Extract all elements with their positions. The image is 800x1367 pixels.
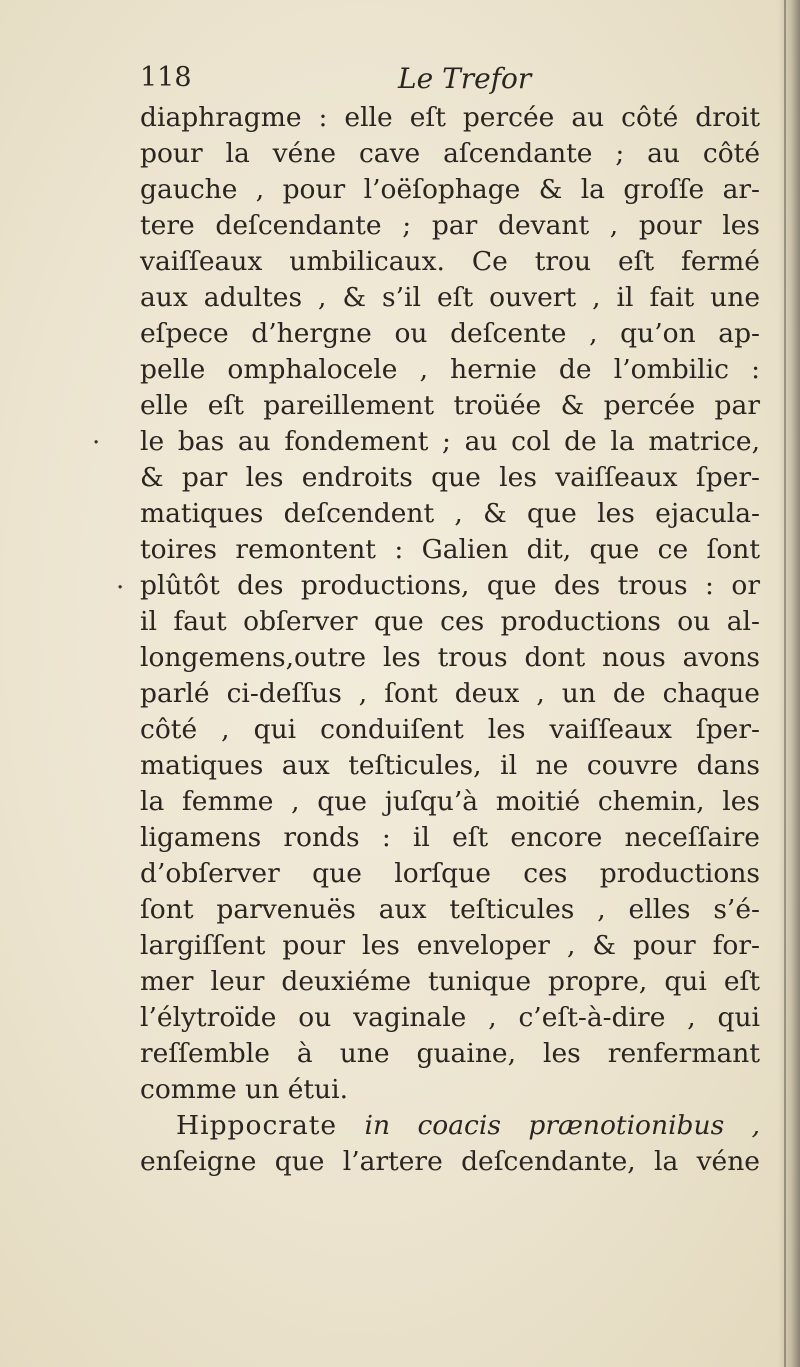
text-line: eſpece d’hergne ou deſcente , qu’on ap-	[140, 318, 760, 349]
author-name: Hippocrate	[176, 1110, 338, 1141]
text-line: ſont parvenuës aux teſticules , elles s’é-	[140, 894, 760, 925]
text-line: plûtôt des productions, que des trous : or	[140, 570, 760, 601]
text-line: d’obſerver que lorſque ces productions	[140, 858, 760, 889]
text-line: enſeigne que l’artere deſcendante, la véne	[140, 1146, 760, 1177]
text-line: mer leur deuxiéme tunique propre, qui eſt	[140, 966, 760, 997]
text-line: le bas au fondement ; au col de la matrice,	[140, 426, 760, 457]
text-line: vaiſſeaux umbilicaux. Ce trou eſt fermé	[140, 246, 760, 277]
text-line: l’élytroïde ou vaginale , c’eſt-à-dire , qui	[140, 1002, 760, 1033]
text-line: gauche , pour l’oëſophage & la groſſe ar-	[140, 174, 760, 205]
text-line: ligamens ronds : il eſt encore neceſſaire	[140, 822, 760, 853]
text-line: côté , qui conduiſent les vaiſſeaux ſper-	[140, 714, 760, 745]
text-line: aux adultes , & s’il eſt ouvert , il fait une	[140, 282, 760, 313]
margin-mark: .	[92, 420, 101, 450]
page-number: 118	[140, 62, 192, 93]
page-edge	[784, 0, 786, 1367]
text-line: largiſſent pour les enveloper , & pour for-	[140, 930, 760, 961]
body-text	[140, 100, 760, 1180]
text-line: matiques deſcendent , & que les ejacula-	[140, 498, 760, 529]
text-line: & par les endroits que les vaiſſeaux ſper-	[140, 462, 760, 493]
text-line: parlé ci-deſſus , ſont deux , un de chaque	[140, 678, 760, 709]
margin-mark: .	[116, 565, 125, 595]
text-line: reſſemble à une guaine, les renfermant	[140, 1038, 760, 1069]
text-line: pelle omphalocele , hernie de l’ombilic :	[140, 354, 760, 385]
text-line: la femme , que juſqu’à moitié chemin, les	[140, 786, 760, 817]
text-line: il faut obſerver que ces productions ou al-	[140, 606, 760, 637]
running-title: Le Trefor	[398, 62, 532, 95]
text-line: longemens,outre les trous dont nous avons	[140, 642, 760, 673]
text-line: pour la véne cave aſcendante ; au côté	[140, 138, 760, 169]
text-line: diaphragme : elle eſt percée au côté droit	[140, 102, 760, 133]
running-head	[140, 62, 740, 102]
page-gutter-shadow	[778, 0, 800, 1367]
text-line: toires remontent : Galien dit, que ce ſont	[140, 534, 760, 565]
text-line: elle eſt pareillement troüée & percée par	[140, 390, 760, 421]
text-line: matiques aux teſticules, il ne couvre dans	[140, 750, 760, 781]
hippocrate-line	[140, 1108, 760, 1144]
latin-title: in coacis prænotionibus ,	[364, 1110, 760, 1141]
text-line: tere deſcendante ; par devant , pour les	[140, 210, 760, 241]
text-line: comme un étui.	[140, 1074, 349, 1105]
